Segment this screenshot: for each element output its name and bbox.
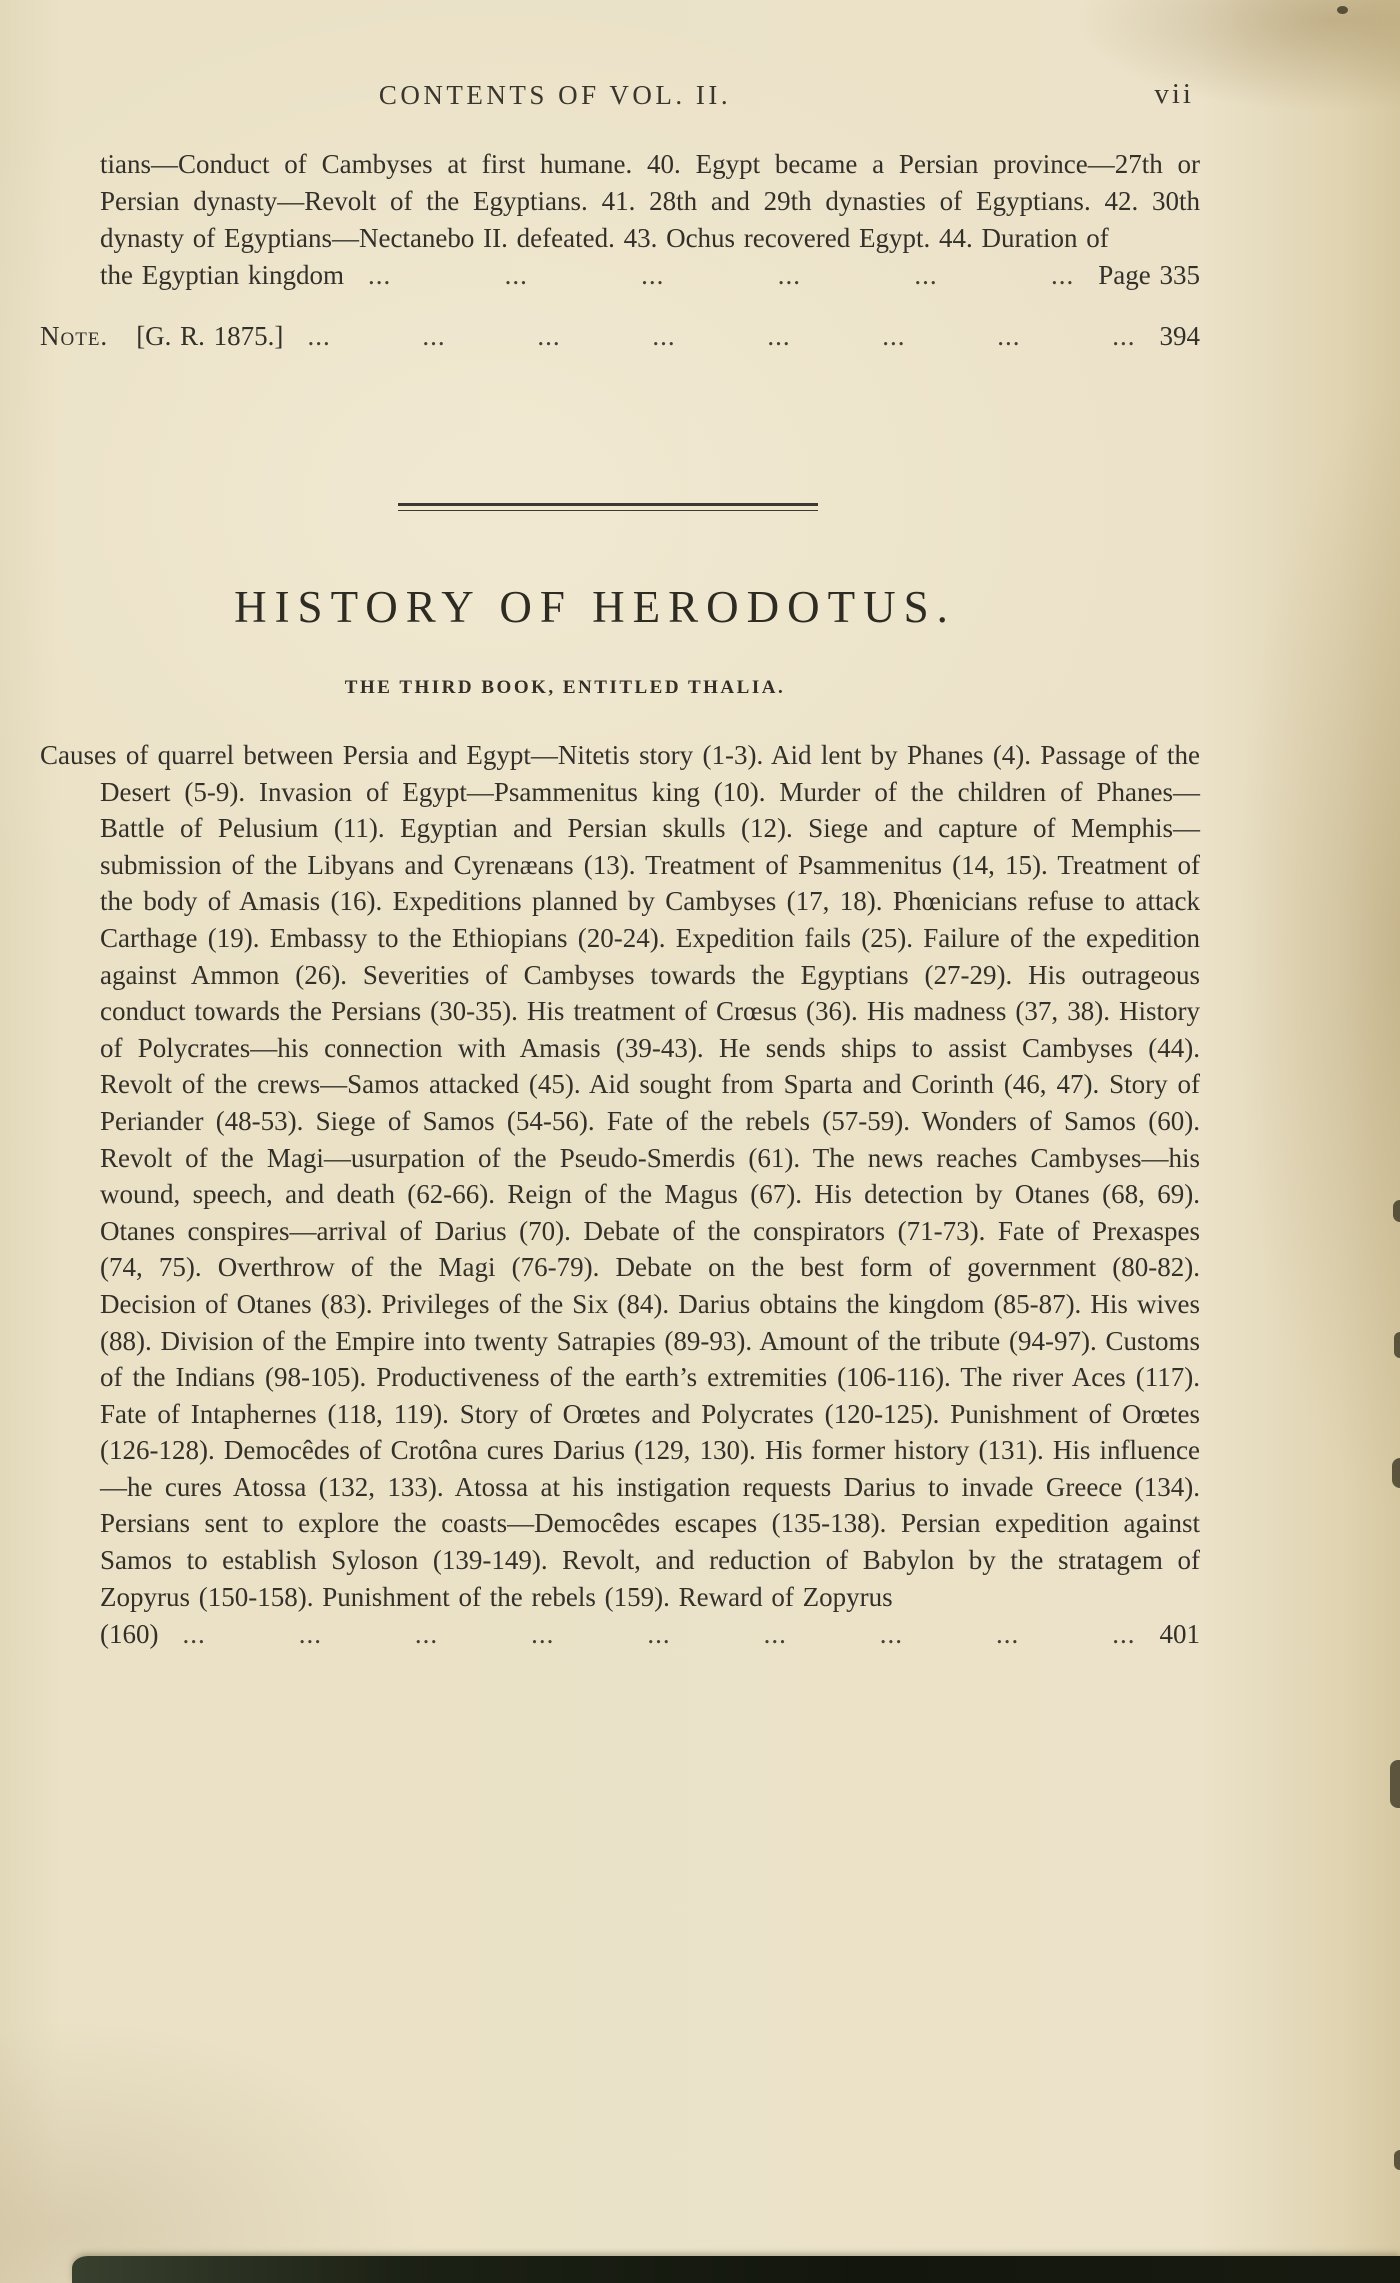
contents-entry-leader-line [40, 257, 1200, 294]
summary-leader-line [40, 1616, 1200, 1653]
page-number: vii [1154, 78, 1194, 110]
section-divider-rule [398, 503, 818, 511]
dot-leaders: ... ... ... ... ... ... ... ... [307, 321, 1136, 351]
contents-entry-last-line: the Egyptian kingdom [100, 260, 344, 290]
note-line [40, 318, 1200, 355]
chapter-summary-text: Causes of quarrel between Persia and Egypt—Nitetis story (1-3). Aid lent by Phanes (4). Passage of the Desert (5-9). Invasion of Egypt—Psammenitus king (10). Murder of the children of Phanes—Battle of Pelusium (11). Egyptian and Persian skulls (12). Siege and capture of Memphis—submission of the Libyans and Cyrenæans (13). Treatment of Psammenitus (14, 15). Treatment of the body of Amasis (16). Expeditions planned by Cambyses (17, 18). Phœnicians refuse to attack Carthage (19). Embassy to the Ethiopians (20-24). Expedition fails (25). Failure of the expedition against Ammon (26). Severities of Cambyses towards the Egyptians (27-29). His outrageous conduct towards the Persians (30-35). His treatment of Crœsus (36). His madness (37, 38). History of Polycrates—his connection with Amasis (39-43). He sends ships to assist Cambyses (44). Revolt of the crews—Samos attacked (45). Aid sought from Sparta and Corinth (46, 47). Story of Periander (48-53). Siege of Samos (54-56). Fate of the rebels (57-59). Wonders of Samos (60). Revolt of the Magi—usurpation of the Pseudo-Smerdis (61). The news reaches Cambyses—his wound, speech, and death (62-66). Reign of the Magus (67). His detection by Otanes (68, 69). Otanes conspires—arrival of Darius (70). Debate of the conspirators (71-73). Fate of Prexaspes (74, 75). Overthrow of the Magi (76-79). Debate on the best form of government (80-82). Decision of Otanes (83). Privileges of the Six (84). Darius obtains the kingdom (85-87). His wives (88). Division of the Empire into twenty Satrapies (89-93). Amount of the tribute (94-97). Customs of the Indians (98-105). Productiveness of the earth’s extremities (106-116). The river Aces (117). Fate of Intaphernes (118, 119). Story of Orœtes and Polycrates (120-125). Punishment of Orœtes (126-128). Democêdes of Crotôna cures Darius (129, 130). His former history (131). His influence—he cures Atossa (132, 133). Atossa at his instigation requests Darius to invade Greece (134). Persians sent to explore the coasts—Democêdes escapes (135-138). Persian expedition against Samos to establish Syloson (139-149). Revolt, and reduction of Babylon by the stratagem of Zopyrus (150-158). Punishment of the rebels (159). Reward of Zopyrus [40, 740, 1200, 1612]
section-title: HISTORY OF HERODOTUS. [234, 582, 956, 632]
running-title: CONTENTS OF VOL. II. [378, 80, 732, 110]
scan-artifact [1337, 6, 1348, 14]
scan-artifact [1394, 1332, 1400, 1358]
summary-last-line: (160) [100, 1619, 159, 1650]
page-reference: Page 335 [1098, 260, 1200, 290]
note-citation: [G. R. 1875.] [136, 321, 284, 351]
scan-edge-strip [72, 2256, 1400, 2283]
contents-entry-text: tians—Conduct of Cambyses at first humane. 40. Egypt became a Persian province—27th or Persian dynasty—Revolt of the Egyptians. 41. 28th and 29th dynasties of Egyptians. 42. 30th dynasty of Egyptians—Nectanebo II. defeated. 43. Ochus recovered Egypt. 44. Duration of [100, 149, 1200, 253]
scan-artifact [1393, 1200, 1400, 1222]
page-reference: 401 [1159, 1619, 1200, 1650]
page-header [40, 80, 1200, 120]
dot-leaders: ... ... ... ... ... ... ... ... ... [182, 1619, 1136, 1650]
page-reference: 394 [1159, 321, 1200, 351]
scan-artifact [1394, 2150, 1400, 2170]
scan-artifact [1392, 1458, 1400, 1488]
scan-artifact [1390, 1760, 1400, 1808]
dot-leaders: ... ... ... ... ... ... [367, 260, 1075, 290]
note-label: Note. [40, 321, 109, 351]
section-subtitle: THE THIRD BOOK, ENTITLED THALIA. [344, 677, 786, 698]
